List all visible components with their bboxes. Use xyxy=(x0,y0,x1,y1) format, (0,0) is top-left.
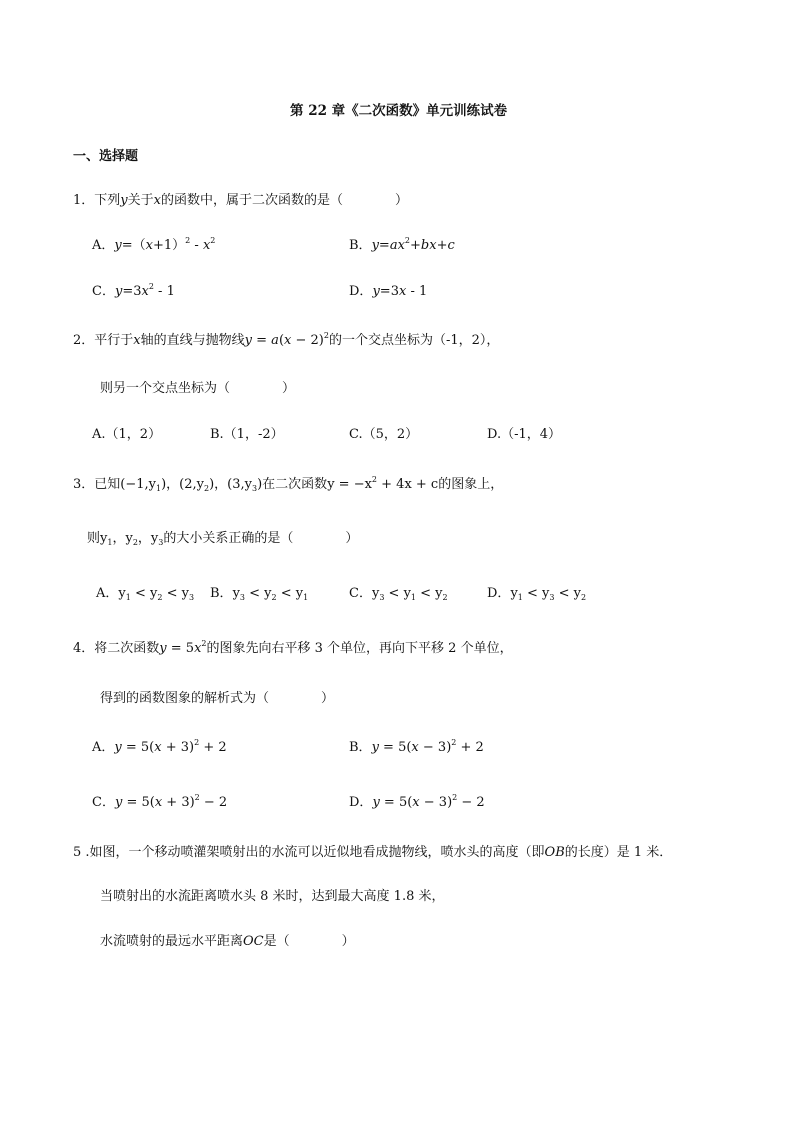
question-4-option-d[interactable]: D．$y = 5(x - 3)^2 - 2$ xyxy=(349,793,485,810)
question-5-line2: 当喷射出的水流距离喷水头 8 米时，达到最大高度 1.8 米， xyxy=(100,889,445,904)
question-2-option-d[interactable]: D.（-1，4） xyxy=(487,427,562,442)
question-4-stem: 4．将二次函数$y = 5x^2$的图象先向右平移 3 个单位，再向下平移 2 个单位， xyxy=(73,639,513,656)
question-1-option-d[interactable]: D．y=3x - 1 xyxy=(349,284,428,299)
question-5-line1: 5 .如图，一个移动喷灌架喷射出的水流可以近似地看成抛物线，喷水头的高度（即OB的长度）是 1 米． xyxy=(73,845,673,860)
question-1-option-a[interactable]: A．$y=(x+1)^2 - x^2$ xyxy=(92,236,216,253)
question-1-option-b[interactable]: B．$y=ax^2+bx+c$ xyxy=(349,236,455,253)
question-3-option-c[interactable]: C．$y_3 < y_1 < y_2$ xyxy=(349,586,448,602)
question-2-stem: 2．平行于x轴的直线与抛物线$y = a(x - 2)^2$的一个交点坐标为（-1，2）， xyxy=(73,331,500,348)
question-4-option-a[interactable]: A．$y = 5(x + 3)^2 + 2$ xyxy=(92,738,227,755)
question-3-stem: 3．已知$(-1,y_1)$，$(2,y_2)$，$(3,y_3)$在二次函数$y = -x^2 + 4x + c$的图象上， xyxy=(73,475,504,493)
question-1-stem: 1．下列y关于x的函数中，属于二次函数的是（ ） xyxy=(73,193,409,208)
question-2-line2: 则另一个交点坐标为（ ） xyxy=(100,381,296,396)
question-2-option-a[interactable]: A.（1，2） xyxy=(92,427,162,442)
section-heading: 一、选择题 xyxy=(73,149,139,164)
question-3-line2: 则$y_1$，$y_2$，$y_3$的大小关系正确的是（ ） xyxy=(87,531,359,547)
page-title: 第 22 章《二次函数》单元训练试卷 xyxy=(290,103,508,119)
question-4-option-c[interactable]: C．$y = 5(x + 3)^2 - 2$ xyxy=(92,793,228,810)
question-4-option-b[interactable]: B．$y = 5(x - 3)^2 + 2$ xyxy=(349,738,484,755)
question-3-option-b[interactable]: B．$y_3 < y_2 < y_1$ xyxy=(210,586,309,602)
question-2-option-c[interactable]: C.（5，2） xyxy=(349,427,419,442)
question-1-option-c[interactable]: C．$y=3x^2 - 1$ xyxy=(92,282,175,299)
question-3-option-a[interactable]: A．$y_1 < y_2 < y_3$ xyxy=(96,586,195,602)
question-2-option-b[interactable]: B.（1，-2） xyxy=(210,427,284,442)
question-4-line2: 得到的函数图象的解析式为（ ） xyxy=(100,691,335,706)
question-3-option-d[interactable]: D．$y_1 < y_3 < y_2$ xyxy=(487,586,587,602)
question-5-line3: 水流喷射的最远水平距离OC是（ ） xyxy=(100,934,355,949)
